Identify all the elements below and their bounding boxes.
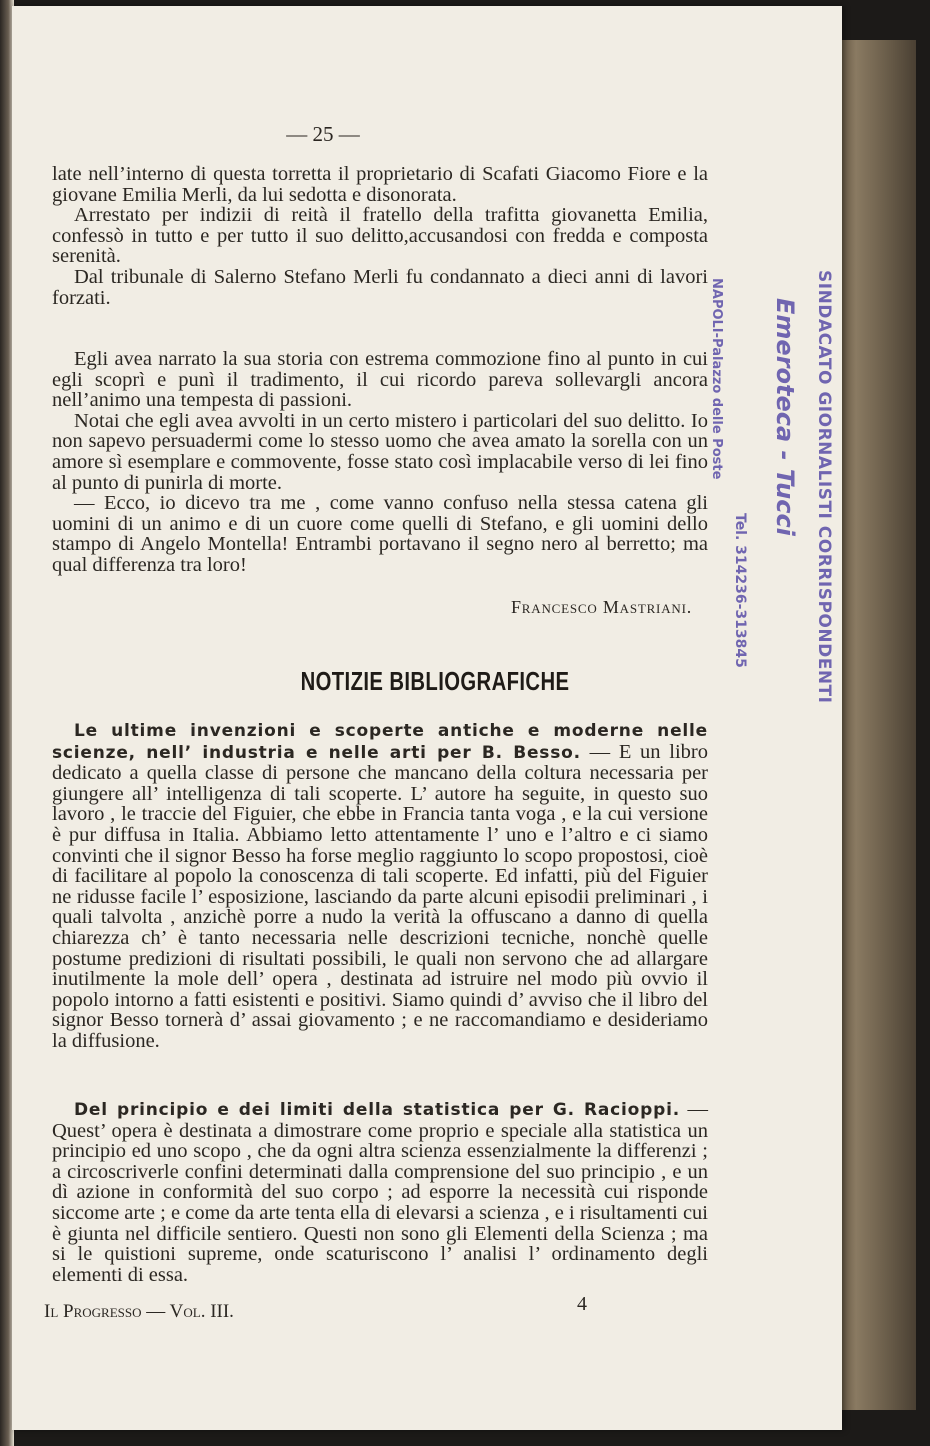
text-block-middle — [52, 349, 708, 576]
review-body: — Quest’ opera è destinata a dimostrare come proprio e speciale alla statistica un principio ed uno scopo , che da ogni altra scienza essenzialmente la differenzi ; a circoscriverle confini determinati dalla comprensione del suo principio , e un dì azione in conformità del suo corpo ; ad esporre la necessità cui risponde siccome arte ; e come da arte tenta ella di elevarsi a scienza , e i risultamenti cui è giunta nel difficile sentiero. Questi non sono gli Elementi della Scienza ; ma si le quistioni supreme, onde scaturiscono l’ analisi l’ ordinamento degli elementi di essa. — [52, 1098, 708, 1286]
book-page — [12, 6, 842, 1430]
paragraph: Arrestato per indizii di reità il fratello della trafitta giovanetta Emilia, confessò in tutto e per tutto il suo delitto,accusandosi con fredda e composta serenità. — [52, 204, 708, 268]
review-entry-2 — [52, 1099, 708, 1285]
paragraph: Egli avea narrato la sua storia con estrema commozione fino al punto in cui egli scoprì e punì il tradimento, il cui ricordo pareva sollevargli ancora nell’animo una tempesta di passioni. — [52, 348, 708, 412]
review-entry-1 — [52, 720, 708, 1052]
text-block-top — [52, 164, 708, 308]
stamp-line: Tel. 314236-313845 — [732, 513, 748, 668]
stamp-line: NAPOLI-Palazzo delle Poste — [709, 278, 724, 480]
review-body: — E un libro dedicato a quella classe di persone che mancano della coltura necessaria per giungere all’ intelligenza di tali scoperte. L’ autore ha seguite, in questo suo lavoro , le traccie del Figuier, che ebbe in Francia tanta voga , e la cui versione è pur diffusa in Italia. Abbiamo letto attentamente l’ uno e l’altro e ci siamo convinti che il signor Besso ha forse meglio raggiunto lo scopo propostosi, cioè di facilitare al popolo la conoscenza di tali scoperte. Ed infatti, più del Figuier ne ridusse facile l’ esposizione, lasciando da parte alcuni episodii preliminari , i quali talvolta , anzichè porre a nudo la verità la offuscano a danno di quella chiarezza ch’ è tanto necessaria nelle descrizioni tecniche, nonchè quelle postume predizioni di risultati possibili, le quali non servono che ad allargare inutilmente la mole dell’ opera , destinata ad istruire nel modo più ovvio il popolo intorno a fatti esistenti e positivi. Siamo quindi d’ avviso che il libro del signor Besso tornerà d’ assai giovamento ; e ne raccomandiamo e desideriamo la diffusione. — [52, 740, 709, 1052]
paragraph: Notai che egli avea avvolti in un certo mistero i particolari del suo delitto. Io non sapevo persuadermi come lo stesso uomo che avea amato la sorella con un amore sì esemplare e commovente, fosse stato così implacabile verso di lei fino al punto di punirla di morte. — [52, 409, 708, 494]
review-title: Del principio e dei limiti della statistica per G. Racioppi. — [74, 1100, 680, 1120]
signature-mark: 4 — [577, 1293, 587, 1315]
author-signature: Francesco Mastriani. — [510, 597, 692, 617]
stamp-line: SINDACATO GIORNALISTI CORRISPONDENTI — [814, 270, 834, 704]
paragraph: Dal tribunale di Salerno Stefano Merli fu condannato a dieci anni di lavori forzati. — [52, 265, 708, 309]
paragraph: late nell’interno di questa torretta il proprietario di Scafati Giacomo Fiore e la giovane Emilia Merli, da lui sedotta e disonorata. — [52, 163, 708, 206]
running-footer: Il Progresso — Vol. III. — [44, 1301, 234, 1322]
page-number: — 25 — — [286, 122, 360, 146]
paragraph: — Ecco, io dicevo tra me , come vanno confuso nella stessa catena gli uomini di un animo e di un cuore come quelli di Stefano, e gli uomini dello stampo di Angelo Montella! Entrambi portavano il segno nero al berretto; ma qual differenza tra loro! — [52, 492, 708, 576]
section-title: NOTIZIE BIBLIOGRAFICHE — [300, 666, 570, 696]
book-page-edges — [836, 40, 916, 1410]
review-title: Le ultime invenzioni e scoperte antiche e moderne nelle scienze, nell’ industria e nelle arti per B. Besso. — [52, 721, 708, 763]
stamp-line: Emeroteca - Tucci — [771, 298, 799, 536]
library-stamp — [702, 268, 842, 704]
